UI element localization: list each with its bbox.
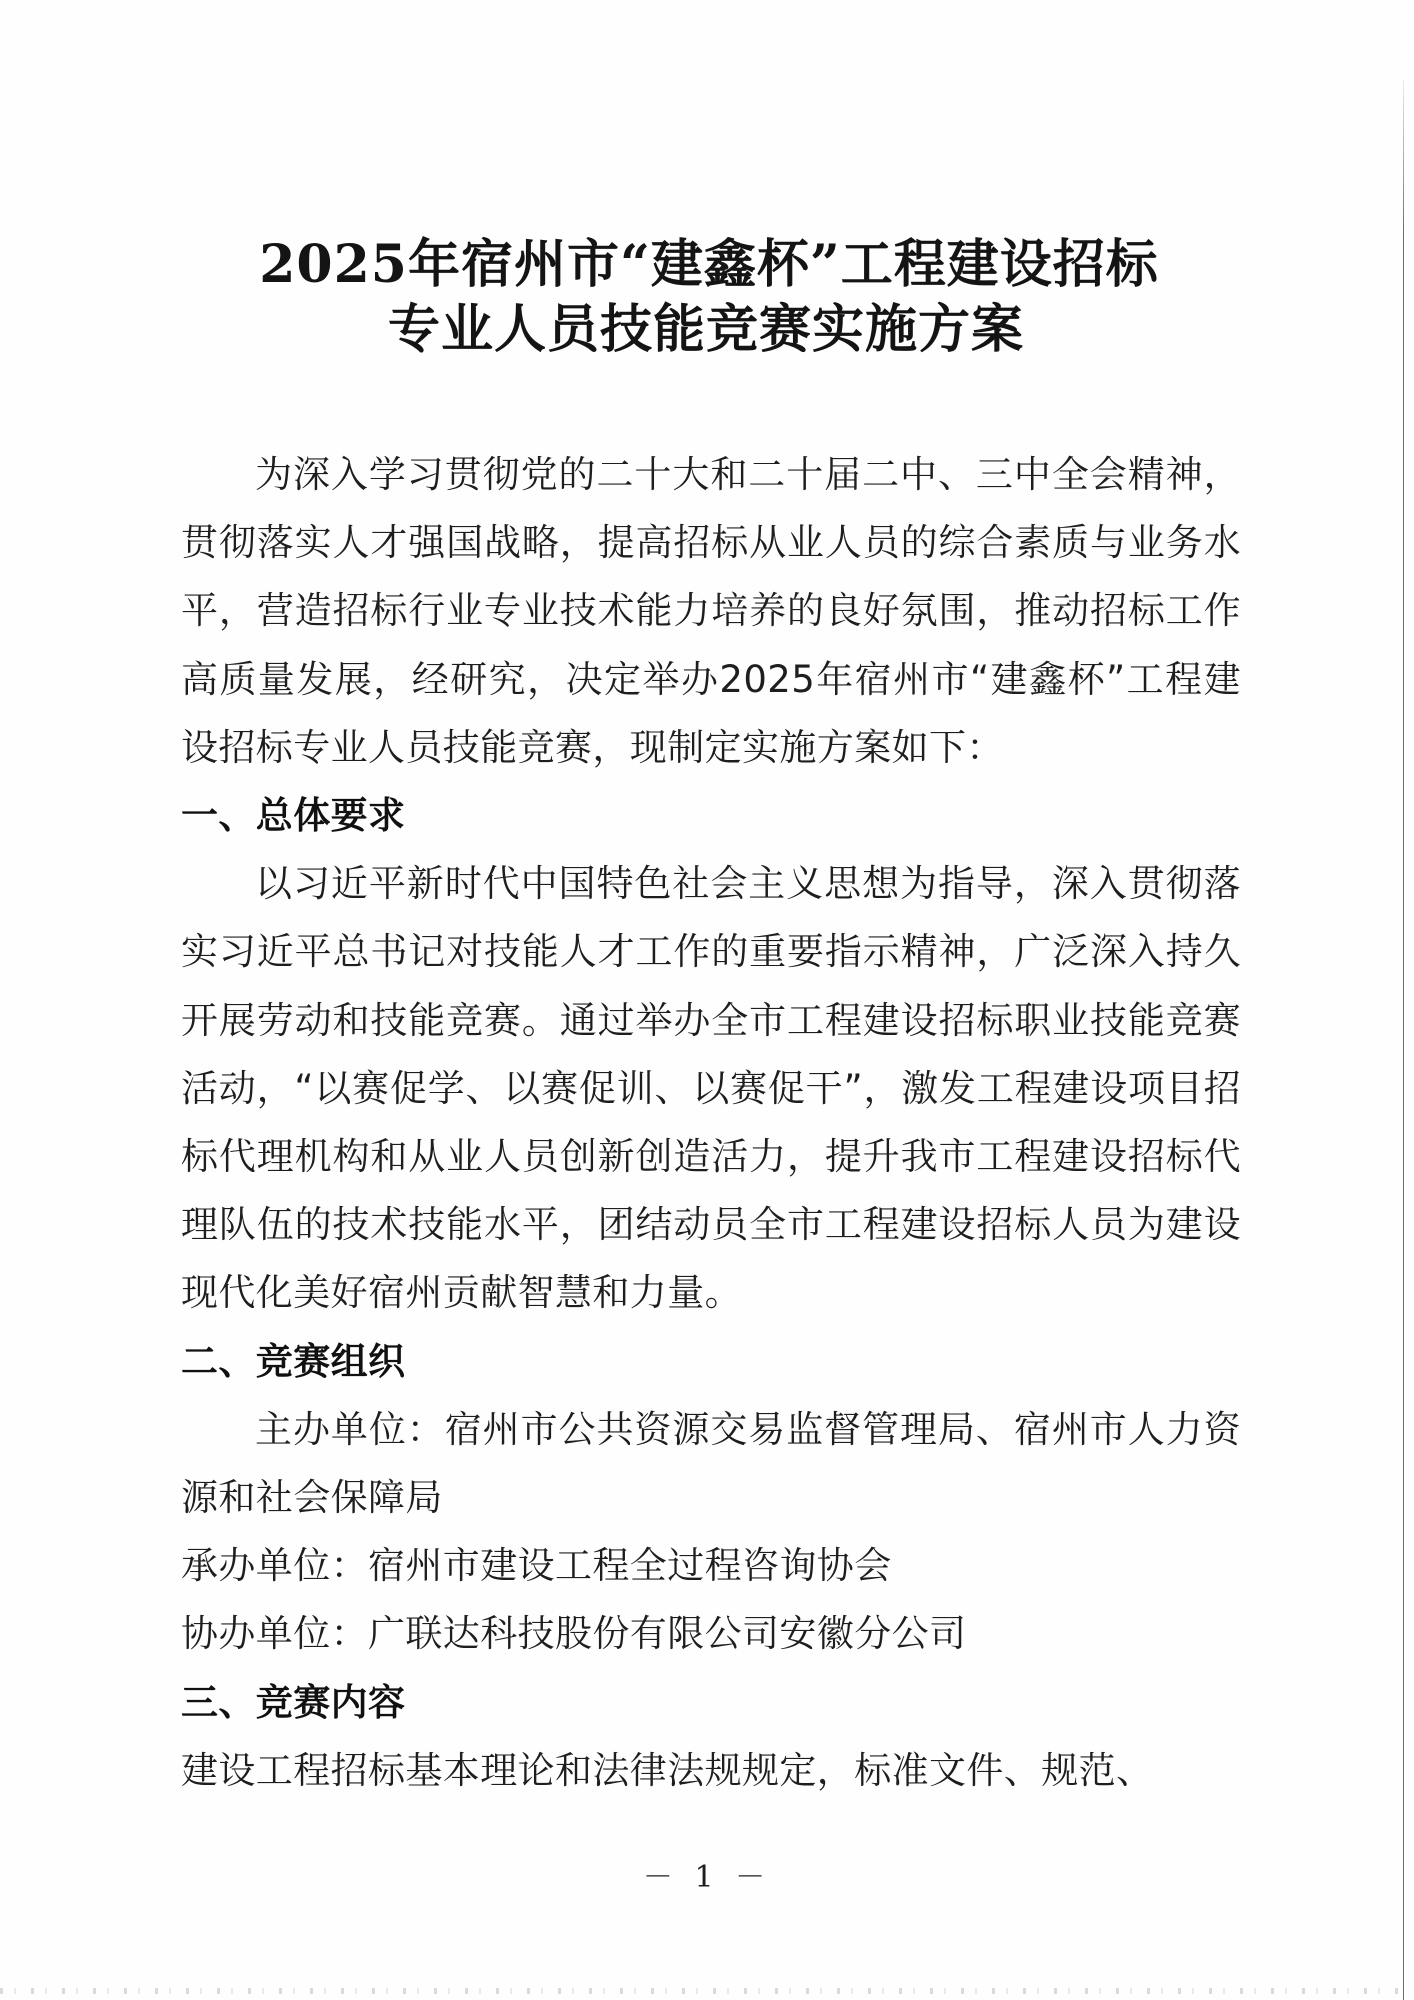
section-heading-organization: 二、竞赛组织 — [181, 1339, 406, 1383]
document-title-line-2: 专业人员技能竞赛实施方案 — [387, 299, 1024, 360]
general-requirements-paragraph: 以习近平新时代中国特色社会主义思想为指导，深入贯彻落实习近平总书记对技能人才工作的重要指示精神，广泛深入持久开展劳动和技能竞赛。通过举办全市工程建设招标职业技能竞赛活动，“以赛促学、以赛促训、以赛促干”，激发工程建设项目招标代理机构和从业人员创新创造活力，提升我市工程建设招标代理队伍的技术技能水平，团结动员全市工程建设招标人员为建设现代化美好宿州贡献智慧和力量。 — [181, 862, 1241, 1315]
organizer-undertaker-value: 宿州市建设工程全过程咨询协会 — [368, 1544, 892, 1588]
organizer-host — [181, 1396, 1241, 1532]
content-paragraph: 建设工程招标基本理论和法律法规规定，标准文件、规范、 — [181, 1748, 1154, 1792]
section-heading-general-requirements: 一、总体要求 — [181, 794, 406, 838]
document-title-line-1: 2025年宿州市“建鑫杯”工程建设招标 — [259, 234, 1159, 295]
intro-paragraph: 为深入学习贯彻党的二十大和二十届二中、三中全会精神，贯彻落实人才强国战略，提高招标从业人员的综合素质与业务水平，营造招标行业专业技术能力培养的良好氛围，推动招标工作高质量发展，经研究，决定举办2025年宿州市“建鑫杯”工程建设招标专业人员技能竞赛，现制定实施方案如下： — [181, 453, 1241, 769]
scan-noise-strip — [0, 1988, 1400, 1994]
organizer-co-organizer-value: 广联达科技股份有限公司安徽分公司 — [368, 1612, 967, 1656]
organizer-undertaker — [181, 1532, 1241, 1600]
section-heading-content: 三、竞赛内容 — [181, 1680, 406, 1724]
organizer-host-label: 主办单位： — [255, 1407, 445, 1451]
organizer-undertaker-label: 承办单位： — [181, 1544, 368, 1588]
page-number: － 1 － — [642, 1860, 772, 1895]
organizer-co-organizer-label: 协办单位： — [181, 1612, 368, 1656]
organizer-host-value: 宿州市公共资源交易监督管理局、宿州市人力资源和社会保障局 — [181, 1407, 1241, 1520]
organizer-co-organizer — [181, 1600, 1241, 1668]
document-body — [181, 441, 1241, 1805]
scan-edge-line — [1403, 80, 1404, 2000]
